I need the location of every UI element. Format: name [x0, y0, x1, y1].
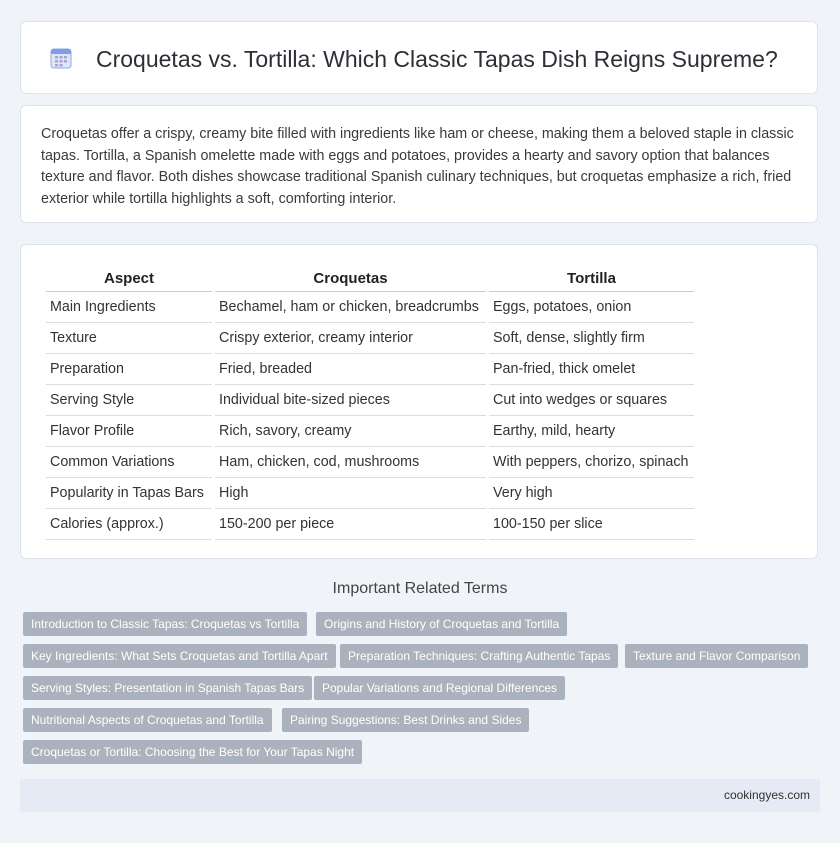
table-cell: With peppers, chorizo, spinach [489, 447, 694, 478]
comparison-table [43, 265, 697, 540]
table-row [46, 509, 694, 540]
table-row [46, 292, 694, 323]
intro-card [20, 105, 818, 223]
related-term-tag[interactable]: Key Ingredients: What Sets Croquetas and Tortilla Apart [23, 644, 336, 668]
table-cell: 150-200 per piece [215, 509, 486, 540]
footer [20, 779, 820, 812]
table-cell: High [215, 478, 486, 509]
calendar-icon [49, 46, 73, 70]
table-cell: Calories (approx.) [46, 509, 212, 540]
related-term-tag[interactable]: Texture and Flavor Comparison [625, 644, 808, 668]
table-cell: Cut into wedges or squares [489, 385, 694, 416]
table-cell: Serving Style [46, 385, 212, 416]
table-cell: Fried, breaded [215, 354, 486, 385]
related-term-tag[interactable]: Popular Variations and Regional Differences [314, 676, 565, 700]
table-cell: Eggs, potatoes, onion [489, 292, 694, 323]
table-cell: Very high [489, 478, 694, 509]
table-cell: Pan-fried, thick omelet [489, 354, 694, 385]
related-terms-title: Important Related Terms [332, 580, 508, 597]
related-term-tag[interactable]: Serving Styles: Presentation in Spanish Tapas Bars [23, 676, 312, 700]
table-header-row [46, 265, 694, 292]
intro-text: Croquetas offer a crispy, creamy bite filled with ingredients like ham or cheese, making them a beloved staple in classic tapas. Tortilla, a Spanish omelette made with eggs and potatoes, provides a hearty and savory option that balances texture and flavor. Both dishes showcase traditional Spanish culinary techniques, but croquetas emphasize a rich, fried exterior while tortilla highlights a soft, comforting interior. [41, 126, 794, 207]
table-row [46, 323, 694, 354]
page-title: Croquetas vs. Tortilla: Which Classic Tapas Dish Reigns Supreme? [96, 46, 778, 72]
column-header-tortilla: Tortilla [489, 265, 694, 292]
table-cell: Common Variations [46, 447, 212, 478]
table-cell: Main Ingredients [46, 292, 212, 323]
related-term-tag[interactable]: Pairing Suggestions: Best Drinks and Sides [282, 708, 529, 732]
table-row [46, 478, 694, 509]
header-card [20, 21, 818, 94]
column-header-croquetas: Croquetas [215, 265, 486, 292]
related-term-tag[interactable]: Origins and History of Croquetas and Tortilla [316, 612, 567, 636]
comparison-card [20, 244, 818, 559]
table-row [46, 385, 694, 416]
table-cell: Earthy, mild, hearty [489, 416, 694, 447]
table-cell: Popularity in Tapas Bars [46, 478, 212, 509]
related-term-tag[interactable]: Croquetas or Tortilla: Choosing the Best for Your Tapas Night [23, 740, 362, 764]
table-row [46, 447, 694, 478]
footer-site-link[interactable]: cookingyes.com [723, 788, 810, 802]
table-cell: Ham, chicken, cod, mushrooms [215, 447, 486, 478]
column-header-aspect: Aspect [46, 265, 212, 292]
table-cell: 100-150 per slice [489, 509, 694, 540]
table-cell: Bechamel, ham or chicken, breadcrumbs [215, 292, 486, 323]
table-cell: Flavor Profile [46, 416, 212, 447]
table-row [46, 416, 694, 447]
related-term-tag[interactable]: Preparation Techniques: Crafting Authentic Tapas [340, 644, 618, 668]
table-cell: Preparation [46, 354, 212, 385]
table-cell: Individual bite-sized pieces [215, 385, 486, 416]
related-term-tag[interactable]: Introduction to Classic Tapas: Croquetas vs Tortilla [23, 612, 307, 636]
table-cell: Texture [46, 323, 212, 354]
related-term-tag[interactable]: Nutritional Aspects of Croquetas and Tortilla [23, 708, 272, 732]
table-cell: Rich, savory, creamy [215, 416, 486, 447]
table-cell: Soft, dense, slightly firm [489, 323, 694, 354]
table-cell: Crispy exterior, creamy interior [215, 323, 486, 354]
table-row [46, 354, 694, 385]
